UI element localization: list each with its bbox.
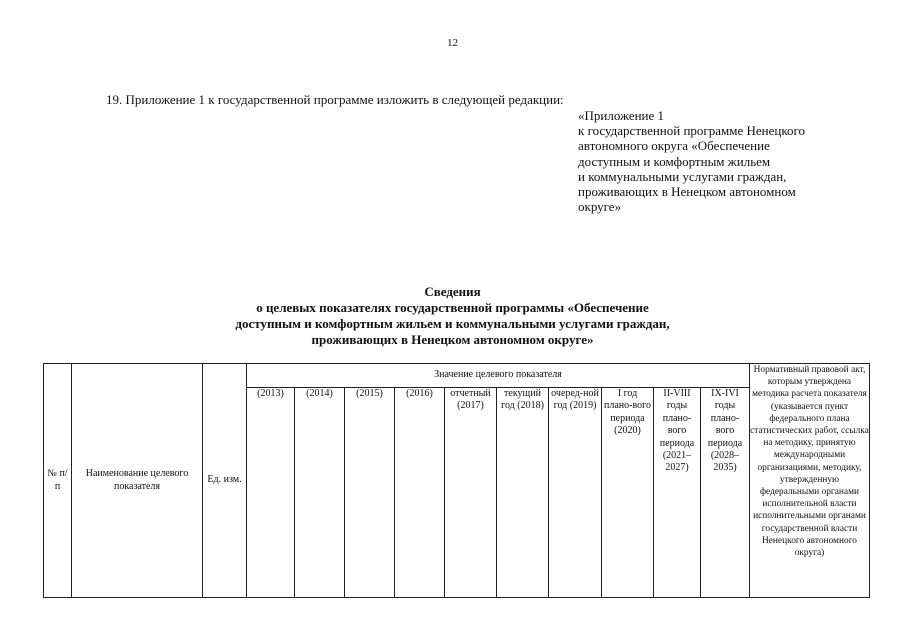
header-year: II-VIII годы плано-вого периода (2021–2027) — [654, 388, 701, 598]
appendix-heading — [578, 108, 838, 214]
header-year: (2013) — [247, 388, 295, 598]
header-value-group: Значение целевого показателя — [247, 364, 750, 388]
title-line: доступным и комфортным жильем и коммунальными услугами граждан, — [235, 316, 670, 331]
appendix-line: проживающих в Ненецком автономном — [578, 184, 796, 200]
header-unit: Ед. изм. — [203, 364, 247, 598]
title-line: Сведения — [424, 284, 481, 299]
appendix-line: округе» — [578, 199, 622, 215]
document-title — [0, 284, 905, 348]
indicators-table — [43, 363, 870, 598]
header-year: текущий год (2018) — [497, 388, 549, 598]
header-year: (2015) — [345, 388, 395, 598]
appendix-line: «Приложение 1 — [578, 108, 665, 123]
intro-paragraph: 19. Приложение 1 к государственной программе изложить в следующей редакции: — [106, 92, 564, 107]
appendix-line: к государственной программе Ненецкого — [578, 123, 806, 139]
appendix-line: автономного округа «Обеспечение — [578, 138, 770, 154]
header-indicator-name: Наименование целевого показателя — [72, 364, 203, 598]
header-year: I год плано-вого периода (2020) — [602, 388, 654, 598]
header-year: IX-IVI годы плано-вого периода (2028–2035) — [701, 388, 750, 598]
header-normative-act: Нормативный правовой акт, которым утверждена методика расчета показателя (указывается пункт федерального плана статистических работ, ссылка на методику, принятую международными организациями, методику, утвержденную федеральными органами исполнительной власти исполнительными органами государственной власти Ненецкого автономного округа) — [750, 364, 870, 598]
title-line: о целевых показателях государственной программы «Обеспечение — [256, 300, 649, 315]
page-number: 12 — [447, 37, 458, 49]
header-year: (2014) — [295, 388, 345, 598]
header-year: отчетный (2017) — [445, 388, 497, 598]
appendix-line: доступным и комфортным жильем — [578, 153, 771, 169]
header-row-number: № п/п — [44, 364, 72, 598]
header-year: очеред-ной год (2019) — [549, 388, 602, 598]
header-year: (2016) — [395, 388, 445, 598]
appendix-line: и коммунальными услугами граждан, — [578, 168, 787, 184]
title-line: проживающих в Ненецком автономном округе» — [311, 332, 594, 347]
